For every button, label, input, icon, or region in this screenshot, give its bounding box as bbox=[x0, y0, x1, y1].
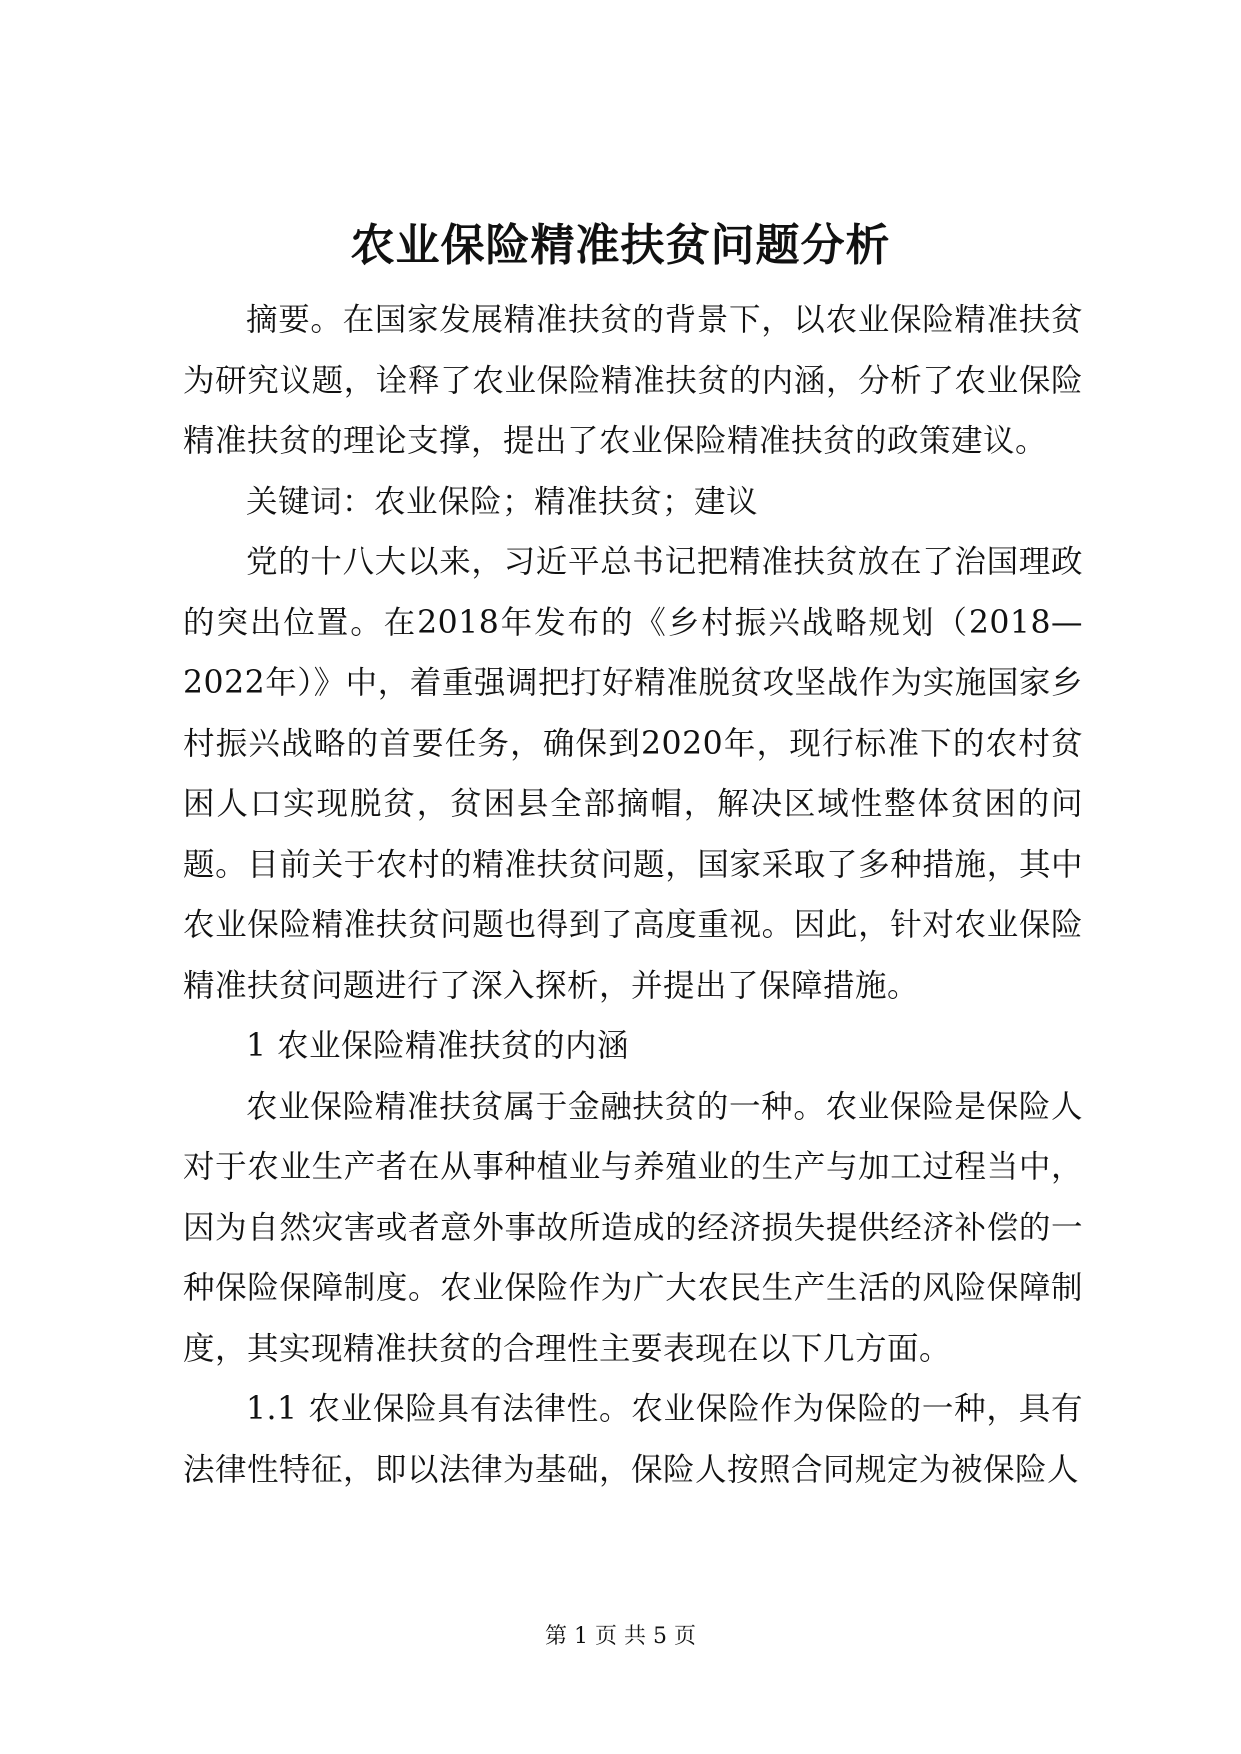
document-title: 农业保险精准扶贫问题分析 bbox=[350, 220, 891, 271]
page-number-footer: 第 1 页 共 5 页 bbox=[545, 1624, 696, 1649]
body-paragraph: 农业保险精准扶贫属于金融扶贫的一种。农业保险是保险人对于农业生产者在从事种植业与养殖业的生产与加工过程当中，因为自然灾害或者意外事故所造成的经济损失提供经济补偿的一种保险保障制度。农业保险作为广大农民生产生活的风险保障制度，其实现精准扶贫的合理性主要表现在以下几方面。 bbox=[183, 1088, 1083, 1367]
document-body bbox=[183, 290, 1083, 1500]
intro-paragraph: 党的十八大以来，习近平总书记把精准扶贫放在了治国理政的突出位置。在2018年发布的《乡村振兴战略规划（2018—2022年）》中，着重强调把打好精准脱贫攻坚战作为实施国家乡村振兴战略的首要任务，确保到2020年，现行标准下的农村贫困人口实现脱贫，贫困县全部摘帽，解决区域性整体贫困的问题。目前关于农村的精准扶贫问题，国家采取了多种措施，其中农业保险精准扶贫问题也得到了高度重视。因此，针对农业保险精准扶贫问题进行了深入探析，并提出了保障措施。 bbox=[183, 544, 1083, 1004]
subsection-paragraph: 1.1 农业保险具有法律性。农业保险作为保险的一种，具有法律性特征，即以法律为基础，保险人按照合同规定为被保险人 bbox=[183, 1391, 1083, 1488]
section-heading: 1 农业保险精准扶贫的内涵 bbox=[246, 1028, 630, 1064]
abstract-paragraph: 摘要。在国家发展精准扶贫的背景下，以农业保险精准扶贫为研究议题，诠释了农业保险精准扶贫的内涵，分析了农业保险精准扶贫的理论支撑，提出了农业保险精准扶贫的政策建议。 bbox=[183, 302, 1083, 459]
keywords-paragraph: 关键词：农业保险；精准扶贫；建议 bbox=[246, 483, 759, 520]
